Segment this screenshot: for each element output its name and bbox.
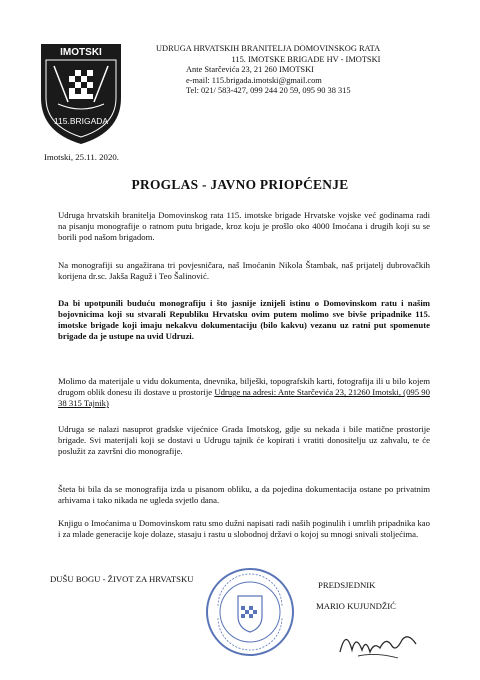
document-title: PROGLAS - JAVNO PRIOPĆENJE	[131, 177, 349, 192]
materials-text: Molimo da materijale u vidu dokumenta, dnevnika, bilješki, topografskih karti, fotografija ili u bilo kojem drugom oblik donesu ili dostave u prostorije	[58, 376, 430, 398]
paragraph-archives: Šteta bi bila da se monografija izda u pisanom obliku, a da pojedina dokumentacija ostane po privatnim arhivama i tako nikada ne ugleda svjetlo dana.	[58, 484, 430, 506]
brigade-logo-icon	[38, 40, 124, 146]
paragraph-appeal: Da bi upotpunili buduću monografiju i što jasnije iznijeli istinu o Domovinskom ratu i našim bojovnicima koji su stvarali Republiku Hrvatsku ovim putem molimo sve bivše pripadnike 115. imotske brigade koji imaju nekakvu dokumentaciju (bilo kakvu) vezanu uz ratni put spomenute brigade da je ustupe na uvid Udruzi.	[58, 298, 430, 342]
letterhead	[156, 44, 456, 97]
paragraph-location: Udruga se nalazi nasuprot gradske vijećnice Grada Imotskog, gdje su nekada i bile matične prostorije brigade. Svi materijali koji se dostavi u Udrugu tajnik će kopirati i vratiti donositelju uz zahvalu, te će poslužit za završni dio monografije.	[58, 424, 430, 457]
official-stamp-icon	[204, 566, 296, 658]
paragraph-intro: Udruga hrvatskih branitelja Domovinskog rata 115. imotske brigade Hrvatske vojske već godinama radi na pisanju monografije o ratnom putu brigade, kroz koju je prošlo oko 4000 Imoćana i drugih koji su se borili pod našom brigadom.	[58, 210, 430, 243]
materials-address: Udruge na adresi: Ante Starčevića 23, 21260 Imotski, (095 90 38 315 Tajnik)	[58, 387, 430, 409]
org-name: UDRUGA HRVATSKIH BRANITELJA DOMOVINSKOG RATA	[156, 44, 381, 53]
org-subtitle: 115. IMOTSKE BRIGADE HV - IMOTSKI	[231, 54, 381, 64]
paragraph-historians: Na monografiji su angažirana tri povjesničara, naš Imoćanin Nikola Štambak, naš prijatelj dubrovačkih korijena dr.sc. Jakša Raguž i Teo Šalinović.	[58, 260, 430, 282]
logo-top-text: IMOTSKI	[60, 47, 102, 58]
logo-bottom-text: 115.BRIGADA	[53, 116, 109, 126]
signatory-name: MARIO KUJUNDŽIĆ	[316, 601, 396, 611]
signatory-role: PREDSJEDNIK	[318, 580, 376, 590]
document-date: Imotski, 25.11. 2020.	[44, 152, 119, 162]
org-address: Ante Starčevića 23, 21 260 IMOTSKI	[186, 65, 314, 75]
paragraph-duty: Knjigu o Imoćanima u Domovinskom ratu smo dužni napisati radi naših poginulih i umrlih pripadnika kao i za mlade generacije koje dolaze, stasaju i rastu u slobodnoj državi o kojoj su mnogi snivali stoljećima.	[58, 518, 430, 540]
org-email: e-mail: 115.brigada.imotski@gmail.com	[186, 75, 322, 85]
handwritten-signature-icon	[336, 622, 426, 666]
org-phone: Tel: 021/ 583-427, 099 244 20 59, 095 90 38 315	[186, 86, 351, 96]
paragraph-materials	[58, 376, 430, 409]
motto: DUŠU BOGU - ŽIVOT ZA HRVATSKU	[50, 574, 194, 584]
